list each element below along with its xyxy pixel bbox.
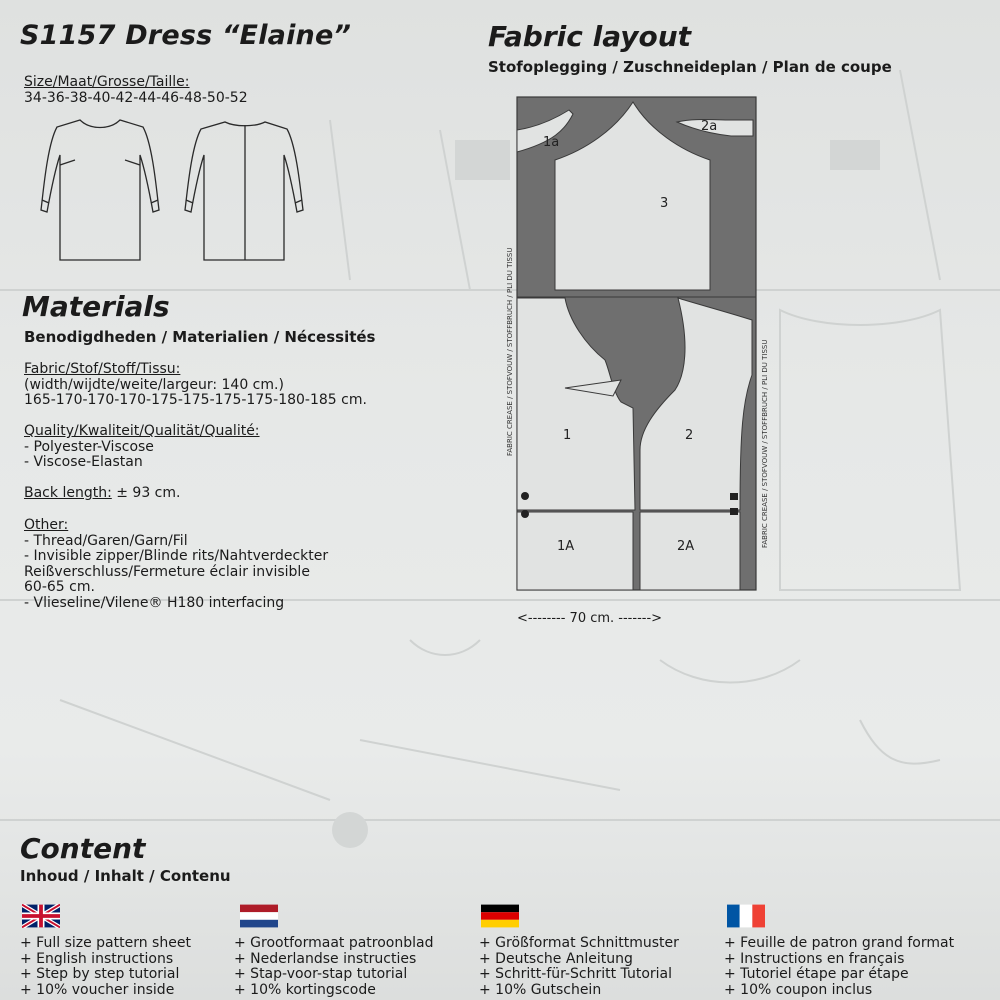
content-column-fr	[724, 936, 954, 998]
fabric-width: (width/wijdte/weite/largeur: 140 cm.)	[24, 376, 284, 393]
content-column-nl	[234, 936, 434, 998]
content-item: + Größformat Schnittmuster	[479, 935, 679, 951]
content-item: + Schritt-für-Schritt Tutorial	[479, 966, 673, 982]
france-flag-icon	[727, 904, 765, 928]
content-item: + Grootformaat patroonblad	[234, 935, 434, 951]
other-item: Reißverschluss/Fermeture éclair invisible	[24, 563, 310, 580]
materials-title: Materials	[22, 290, 170, 323]
piece-label: 1	[563, 428, 572, 443]
content-item: + Stap-voor-stap tutorial	[234, 966, 408, 982]
content-item: + 10% kortingscode	[234, 981, 376, 998]
other-item: - Vlieseline/Vilene® H180 interfacing	[24, 594, 285, 611]
content-item: + Nederlandse instructies	[234, 950, 417, 967]
fabric-layout-diagram	[495, 90, 785, 630]
content-item: + Step by step tutorial	[20, 966, 180, 982]
dress-technical-sketch	[25, 115, 305, 270]
other-item: - Thread/Garen/Garn/Fil	[24, 532, 188, 549]
other-item: - Invisible zipper/Blinde rits/Nahtverdeckter	[24, 548, 329, 564]
content-column-en	[20, 936, 191, 998]
quality-label: Quality/Kwaliteit/Qualität/Qualité:	[24, 423, 260, 439]
other-item: 60-65 cm.	[24, 579, 95, 595]
marker-dot	[521, 510, 529, 518]
back-length	[24, 486, 180, 502]
piece-label: 2	[685, 428, 694, 443]
marker-dot	[521, 492, 529, 500]
content-item: + Full size pattern sheet	[20, 935, 191, 951]
content-item: + Instructions en français	[724, 950, 905, 967]
content-item: + English instructions	[20, 950, 174, 967]
quality-item: - Polyester-Viscose	[24, 438, 154, 455]
other-label: Other:	[24, 517, 69, 533]
quality-section	[24, 424, 260, 471]
size-label: Size/Maat/Grosse/Taille:	[24, 74, 190, 90]
fabric-section	[24, 362, 367, 409]
piece-1A-skirt	[517, 512, 633, 590]
uk-flag-icon	[22, 904, 60, 928]
fabric-layout-title: Fabric layout	[488, 20, 692, 53]
back-length-label: Back length:	[24, 485, 112, 501]
back-length-value: ± 93 cm.	[111, 485, 181, 501]
germany-flag-icon	[481, 904, 519, 928]
fabric-amounts: 165-170-170-170-175-175-175-175-180-185 cm.	[24, 392, 367, 408]
piece-label: 2a	[701, 119, 718, 134]
piece-label: 2A	[677, 539, 695, 554]
piece-label: 3	[660, 196, 669, 211]
content-item: + 10% coupon inclus	[724, 981, 873, 998]
other-section	[24, 518, 328, 611]
fabric-layout-subtitle: Stofoplegging / Zuschneideplan / Plan de coupe	[488, 58, 892, 76]
quality-item: - Viscose-Elastan	[24, 454, 143, 470]
content-item: + 10% voucher inside	[20, 981, 175, 998]
crease-label-right: FABRIC CREASE / STOFVOUW / STOFFBRUCH / PLI DU TISSU	[761, 339, 769, 548]
marker-square	[730, 508, 738, 515]
piece-label: 1A	[557, 539, 575, 554]
marker-square	[730, 493, 738, 500]
content-item: + Feuille de patron grand format	[724, 935, 955, 951]
dress-back-sketch	[185, 122, 303, 260]
size-range: 34-36-38-40-42-44-46-48-50-52	[24, 90, 248, 106]
content-title: Content	[20, 832, 146, 865]
crease-label-left: FABRIC CREASE / STOFVOUW / STOFFBRUCH / PLI DU TISSU	[506, 247, 514, 456]
content-item: + Deutsche Anleitung	[479, 950, 633, 967]
content-item: + 10% Gutschein	[479, 981, 602, 998]
dress-front-sketch	[41, 120, 159, 260]
content-column-de	[479, 936, 679, 998]
page-title: S1157 Dress “Elaine”	[20, 20, 352, 51]
netherlands-flag-icon	[240, 904, 278, 928]
fabric-label: Fabric/Stof/Stoff/Tissu:	[24, 361, 181, 377]
content-item: + Tutoriel étape par étape	[724, 966, 909, 982]
width-measure-label: <-------- 70 cm. ------->	[517, 611, 663, 626]
materials-subtitle: Benodigdheden / Materialien / Nécessités	[24, 328, 376, 346]
piece-label: 1a	[543, 135, 560, 150]
content-subtitle: Inhoud / Inhalt / Contenu	[20, 867, 231, 885]
